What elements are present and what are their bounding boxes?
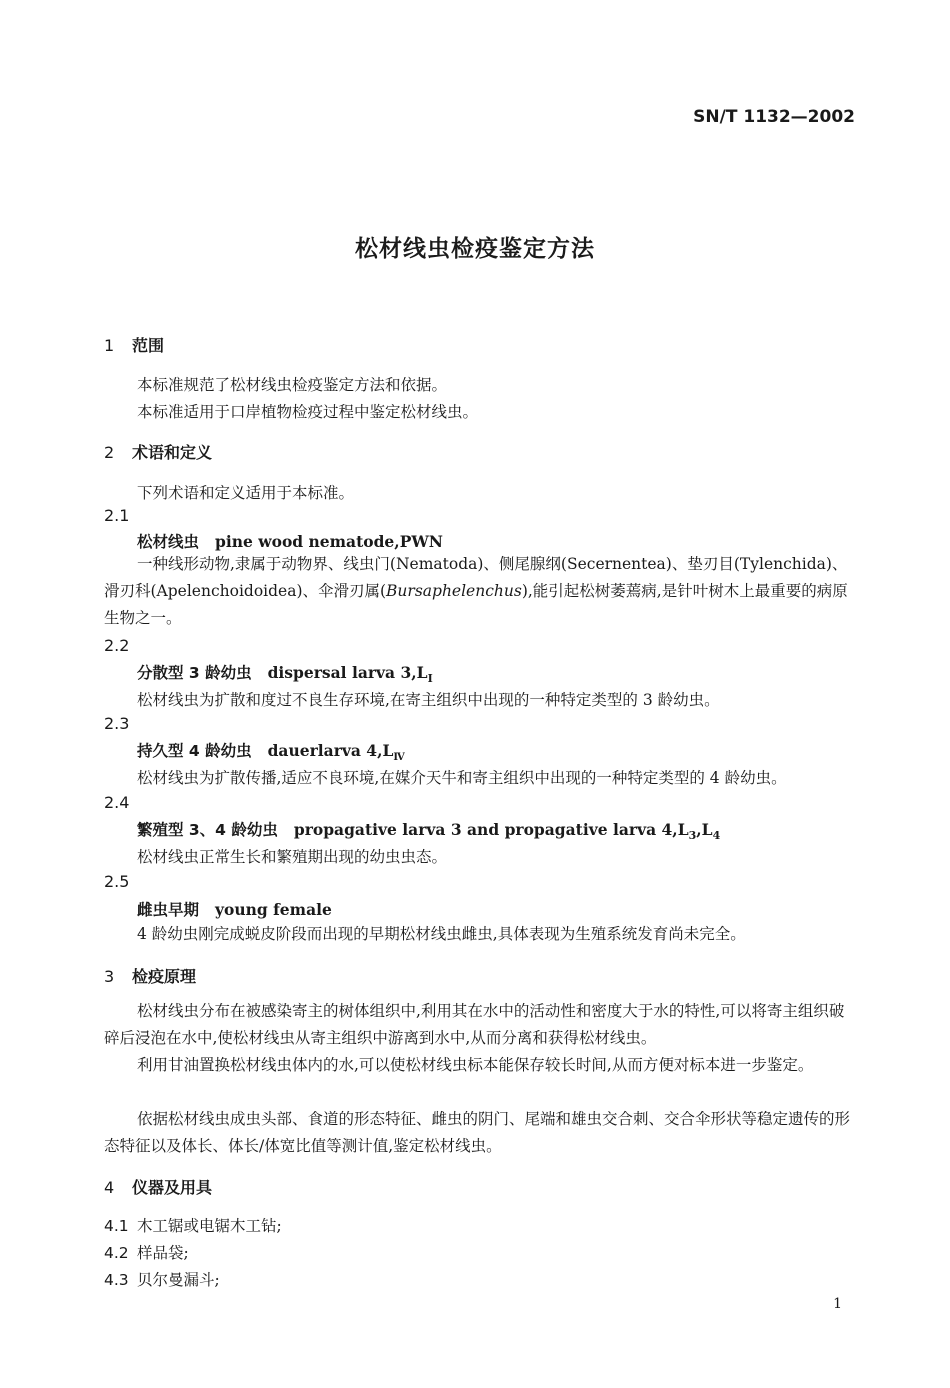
item-number: 4.3 [104,1271,129,1289]
definition-text: 一种线形动物,隶属于动物界、线虫门(Nematoda)、侧尾腺纲(Secernentea)、垫刃目(Tylenchida)、滑刃科(Apelenchoidoidea)、伞滑刃属( [104,555,848,600]
term-en: dispersal larva 3,L [267,663,428,682]
s1-paragraph-2: 本标准适用于口岸植物检疫过程中鉴定松材线虫。 [137,403,479,421]
item-text: 木工锯或电锯木工钻; [137,1217,282,1235]
section-4-heading [104,1175,212,1198]
term-subscript: Ⅳ [393,752,405,764]
list-item [104,1268,220,1290]
term-2-1 [137,530,443,552]
section-title: 范围 [132,336,165,355]
item-number: 4.2 [104,1244,129,1262]
clause-number-2-2: 2.2 [104,636,130,655]
s3-paragraph-3: 依据松材线虫成虫头部、食道的形态特征、雌虫的阴门、尾端和雄虫交合刺、交合伞形状等稳定遗传的形态特征以及体长、体长/体宽比值等测计值,鉴定松材线虫。 [104,1110,851,1155]
term-2-4 [137,818,720,842]
standard-number: SN/T 1132—2002 [693,107,855,127]
item-text: 贝尔曼漏斗; [137,1271,220,1289]
s3-paragraph-1: 松材线虫分布在被感染寄主的树体组织中,利用其在水中的活动性和密度大于水的特性,可以将寄主组织破碎后浸泡在水中,使松材线虫从寄主组织中游离到水中,从而分离和获得松材线虫。 [104,1002,845,1047]
s1-paragraph-1: 本标准规范了松材线虫检疫鉴定方法和依据。 [137,376,448,394]
term-zh: 繁殖型 3、4 龄幼虫 [137,821,278,839]
term-subscript: 3 [688,829,697,843]
item-number: 4.1 [104,1217,129,1235]
section-number: 3 [104,967,115,986]
s2-intro: 下列术语和定义适用于本标准。 [137,484,355,502]
term-2-3-definition: 松材线虫为扩散传播,适应不良环境,在媒介天牛和寄主组织中出现的一种特定类型的 4 龄幼虫。 [137,769,787,787]
term-en: dauerlarva 4,L [267,741,394,760]
clause-number-2-1: 2.1 [104,506,130,525]
term-2-2-definition: 松材线虫为扩散和度过不良生存环境,在寄主组织中出现的一种特定类型的 3 龄幼虫。 [137,691,720,709]
term-2-1-definition [104,551,854,632]
clause-number-2-4: 2.4 [104,793,130,812]
term-subscript: I [427,672,433,686]
document-title: 松材线虫检疫鉴定方法 [355,236,595,262]
section-title: 检疫原理 [132,967,197,986]
term-zh: 雌虫早期 [137,901,200,919]
term-2-5-definition: 4 龄幼虫刚完成蜕皮阶段而出现的早期松材线虫雌虫,具体表现为生殖系统发育尚未完全。 [137,925,746,943]
item-text: 样品袋; [137,1244,189,1262]
term-en: young female [215,900,332,919]
section-title: 仪器及用具 [132,1178,213,1197]
section-3-heading [104,964,196,987]
s3-paragraph-2: 利用甘油置换松材线虫体内的水,可以使松材线虫标本能保存较长时间,从而方便对标本进一步鉴定。 [137,1056,814,1074]
section-1-heading [104,333,164,356]
section-2-heading [104,440,212,463]
section-number: 2 [104,443,115,462]
term-zh: 松材线虫 [137,533,200,551]
term-2-5 [137,898,332,920]
section-number: 1 [104,336,115,355]
term-en: pine wood nematode,PWN [215,532,443,551]
section-number: 4 [104,1178,115,1197]
clause-number-2-5: 2.5 [104,872,130,891]
term-2-3 [137,739,405,763]
list-item [104,1241,189,1263]
term-en: ,L [696,820,713,839]
genus-name: Bursaphelenchus [386,582,522,600]
term-zh: 持久型 4 龄幼虫 [137,742,252,760]
term-subscript: 4 [712,829,721,843]
clause-number-2-3: 2.3 [104,714,130,733]
list-item [104,1214,282,1236]
term-zh: 分散型 3 龄幼虫 [137,664,252,682]
term-2-4-definition: 松材线虫正常生长和繁殖期出现的幼虫虫态。 [137,848,448,866]
term-2-2 [137,661,433,685]
page-number: 1 [833,1296,842,1312]
section-title: 术语和定义 [132,443,213,462]
term-en: propagative larva 3 and propagative larva 4,L [293,820,689,839]
definition-text: ),能引起松树萎蔫病,是针叶树木上最重要的病原生物之一。 [104,582,848,627]
